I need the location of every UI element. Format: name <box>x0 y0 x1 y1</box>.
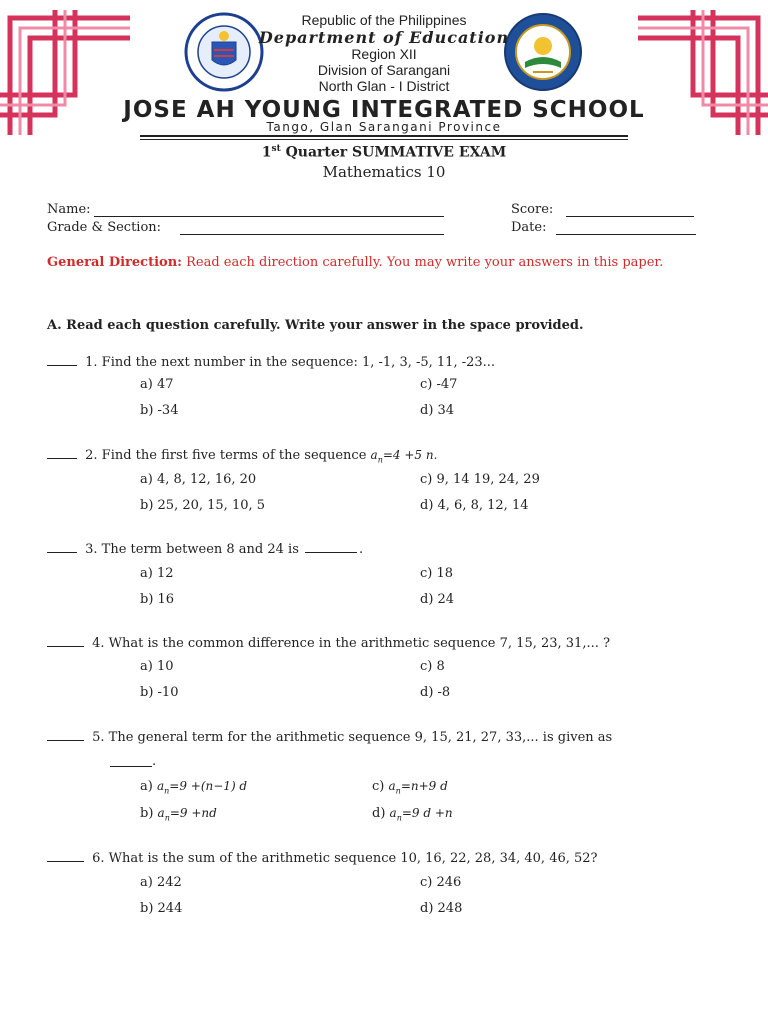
answer-blank-2[interactable] <box>47 446 77 459</box>
q3-option-a: a) 12 <box>140 566 174 581</box>
answer-blank-3[interactable] <box>47 540 77 553</box>
q3-option-d: d) 24 <box>420 592 455 607</box>
q4-option-a: a) 10 <box>140 659 174 674</box>
question-4: 4. What is the common difference in the arithmetic sequence 7, 15, 23, 31,... ? <box>47 634 610 651</box>
q1-option-b: b) -34 <box>140 403 179 418</box>
q5-option-c: c) $a_n=n+9$ d <box>372 779 448 796</box>
header-divider-thin <box>140 139 628 140</box>
section-a-instruction: A. Read each question carefully. Write your answer in the space provided. <box>47 318 584 333</box>
exam-subject: Mathematics 10 <box>322 163 446 181</box>
q2-option-b: b) 25, 20, 15, 10, 5 <box>140 498 266 513</box>
q1-option-c: c) -47 <box>420 377 458 392</box>
general-direction: General Direction: Read each direction carefully. You may write your answers in this paper. <box>47 255 664 270</box>
q4-option-d: d) -8 <box>420 685 451 700</box>
q6-option-a: a) 242 <box>140 875 182 890</box>
question-2: 2. Find the first five terms of the sequence $a_n=4 +5$ n. <box>47 446 437 464</box>
q5-option-d: d) $a_n=9$ d +n <box>372 806 453 823</box>
q2-option-a: a) 4, 8, 12, 16, 20 <box>140 472 257 487</box>
q5-option-b: b) $a_n=9 +nd$ <box>140 806 217 823</box>
q2-option-c: c) 9, 14 19, 24, 29 <box>420 472 540 487</box>
q6-option-d: d) 248 <box>420 901 463 916</box>
region-text: Region XII <box>351 46 417 62</box>
district-text: North Glan - I District <box>318 78 450 94</box>
q1-option-d: d) 34 <box>420 403 455 418</box>
department-text: Department of Education <box>258 28 510 47</box>
date-label: Date: <box>511 220 547 235</box>
answer-blank-5[interactable] <box>47 728 84 741</box>
question-3: 3. The term between 8 and 24 is . <box>47 540 363 557</box>
q5-option-a: a) $a_n=9 +(n-1)$ d <box>140 779 248 796</box>
q5-period: . <box>152 754 157 769</box>
republic-text: Republic of the Philippines <box>301 12 467 28</box>
answer-blank-4[interactable] <box>47 634 84 647</box>
question-1: 1. Find the next number in the sequence: 1, -1, 3, -5, 11, -23... <box>47 353 495 370</box>
answer-blank-1[interactable] <box>47 353 77 366</box>
question-6: 6. What is the sum of the arithmetic sequence 10, 16, 22, 28, 34, 40, 46, 52? <box>47 849 598 866</box>
answer-blank-6[interactable] <box>47 849 84 862</box>
q1-option-a: a) 47 <box>140 377 174 392</box>
name-field[interactable] <box>94 216 444 217</box>
q4-option-c: c) 8 <box>420 659 445 674</box>
header-divider <box>140 135 628 137</box>
score-field[interactable] <box>566 216 694 217</box>
score-label: Score: <box>511 202 554 217</box>
school-name: JOSE AH YOUNG INTEGRATED SCHOOL <box>123 97 645 123</box>
q6-option-c: c) 246 <box>420 875 462 890</box>
date-field[interactable] <box>556 234 696 235</box>
school-address: Tango, Glan Sarangani Province <box>266 120 502 134</box>
inline-blank-5[interactable] <box>110 766 152 767</box>
q3-option-c: c) 18 <box>420 566 454 581</box>
q6-option-b: b) 244 <box>140 901 183 916</box>
inline-blank-3[interactable] <box>305 540 357 553</box>
q3-option-b: b) 16 <box>140 592 175 607</box>
q4-option-b: b) -10 <box>140 685 179 700</box>
grade-section-field[interactable] <box>180 234 444 235</box>
q2-option-d: d) 4, 6, 8, 12, 14 <box>420 498 529 513</box>
name-label: Name: <box>47 202 91 217</box>
question-5: 5. The general term for the arithmetic sequence 9, 15, 21, 27, 33,... is given as <box>47 728 721 745</box>
exam-title: 1st Quarter SUMMATIVE EXAM <box>261 144 507 161</box>
division-text: Division of Sarangani <box>317 62 451 78</box>
grade-section-label: Grade & Section: <box>47 220 162 235</box>
